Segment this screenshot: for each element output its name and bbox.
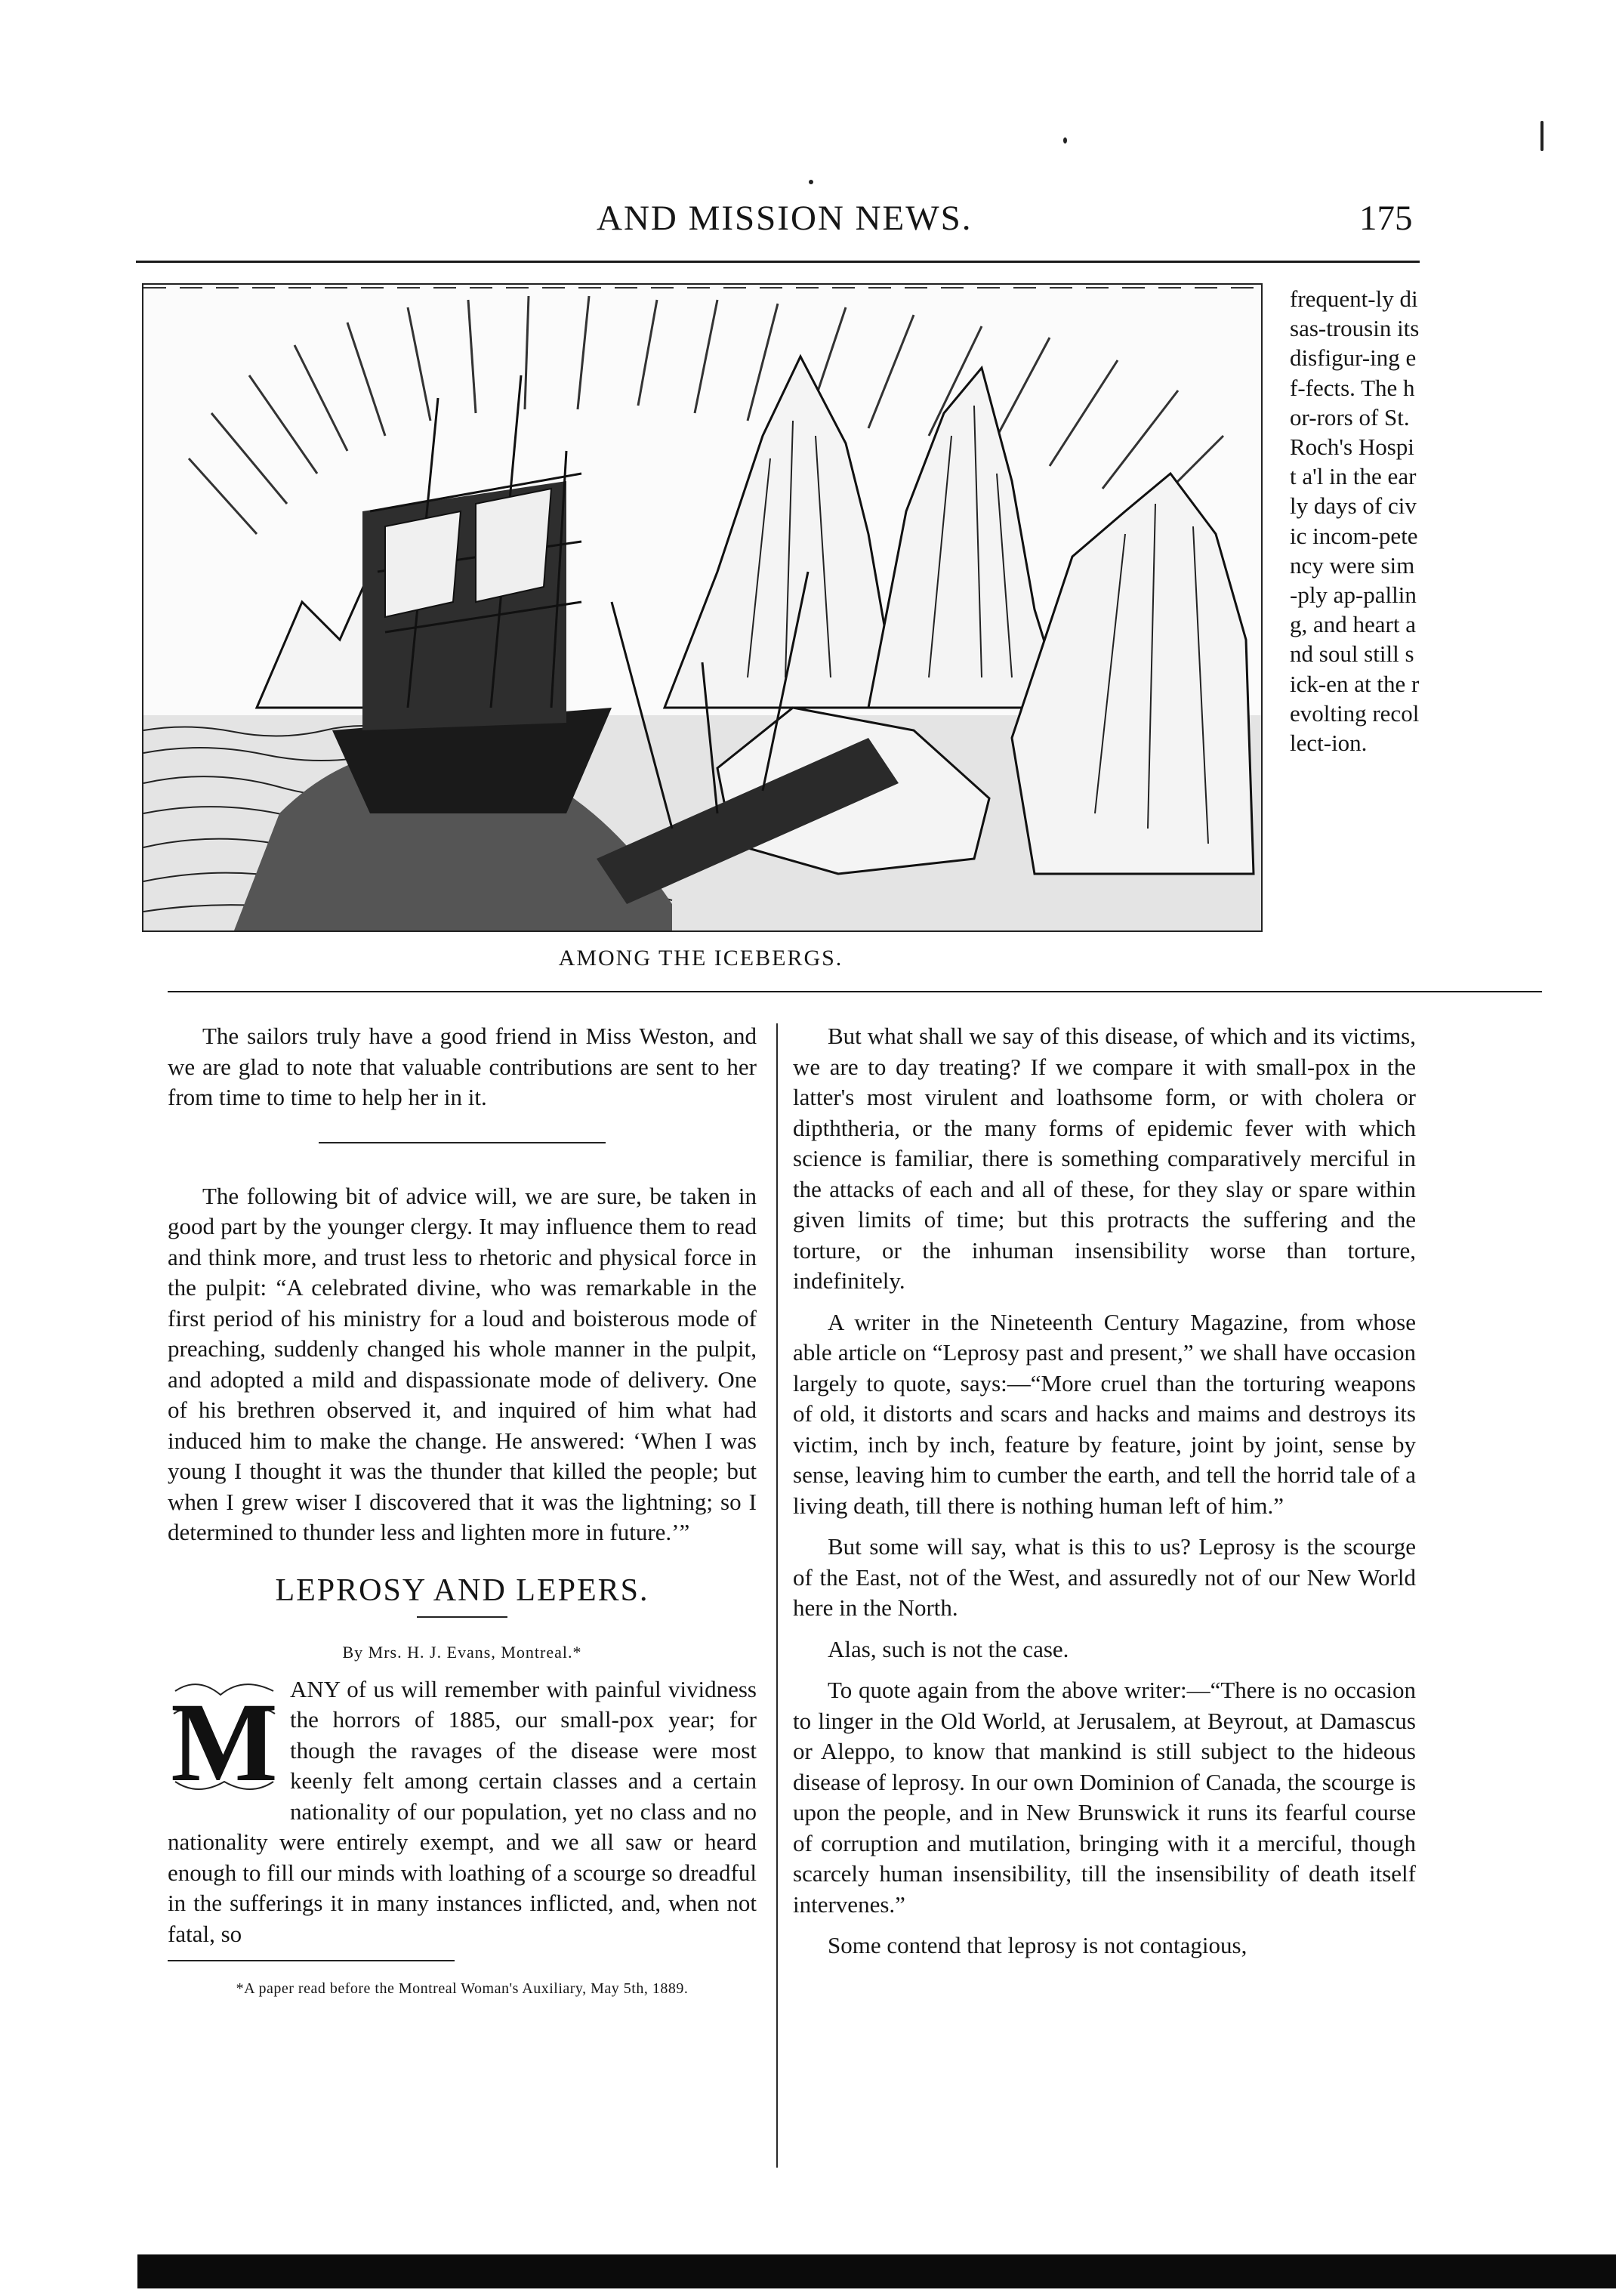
title-rule <box>417 1616 507 1618</box>
paragraph-alas: Alas, such is not the case. <box>828 1635 1069 1662</box>
paragraph-advice: The following bit of advice will, we are sure, be taken in good part by the younger clergy. It may influence them to read and think more, and trust less to rhetoric and physical force in the pulpit: “A celebrated divine, who was remarkable in the first period of his ministry for a loud and boisterous mode of preaching, suddenly changed his whole manner in the pulpit, and adopted a mild and dispassionate mode of delivery. One of his brethren observed it, and inquired of him what had induced him to make the change. He answered: ‘When I was young I thought it was the thunder that killed the people; but when I grew wiser I discovered that it was the lightning; so I determined to thunder less and lighten more in future.’” <box>168 1182 757 1545</box>
column-divider <box>776 1023 778 2168</box>
caption-rule <box>168 991 1542 992</box>
footnote: *A paper read before the Montreal Woman's Auxiliary, May 5th, 1889. <box>236 1980 689 1997</box>
separator-rule <box>319 1142 606 1143</box>
scan-edge-bar <box>137 2254 1616 2288</box>
ornamental-m-initial-image <box>168 1676 281 1798</box>
iceberg-engraving-image <box>143 285 1261 930</box>
sky-rays <box>189 296 1223 534</box>
paragraph-writer-quote: A writer in the Nineteenth Century Magazine, from whose able article on “Leprosy past and present,” we shall have occasion largely to quote, says:—“More cruel than the torturing weapons of old, it distorts and scars and hacks and maims and destroys its victim, inch by inch, feature by feature, joint by joint, sense by sense, leaving him to cumber the earth, and tell the horrid tale of a living death, till there is nothing human left of him.” <box>793 1308 1416 1519</box>
running-title: AND MISSION NEWS. <box>597 199 973 238</box>
right-column <box>793 1021 1416 1961</box>
paragraph-scourge-east: But some will say, what is this to us? Leprosy is the scourge of the East, not of the West, and assuredly not of our New World here in the North. <box>793 1533 1416 1621</box>
narrow-column-text: frequent-ly disas-trousin its disfigur-ing ef-fects. The hor-rors of St. Roch's Hospit a'l in the early days of civic incom-petency were sim-ply ap-palling, and heart and soul still sick-en at the revolting recollect-ion. <box>1290 285 1420 757</box>
paragraph-quote-again: To quote again from the above writer:—“There is no occasion to linger in the Old World, at Jerusalem, at Beyrout, at Damascus or Aleppo, to know that mankind is still subject to the hideous disease of leprosy. In our own Dominion of Canada, the scourge is upon the people, and in New Brunswick it runs its fearful course of corruption and mutilation, bringing with it a merciful, though scarcely human insensibility, till the insensibility of death itself intervenes.” <box>793 1677 1416 1918</box>
page-number: 175 <box>1359 199 1413 238</box>
paragraph-contagious: Some contend that leprosy is not contagious, <box>828 1932 1247 1958</box>
footnote-rule <box>168 1960 455 1961</box>
page-header <box>136 198 1420 251</box>
paragraph-leprosy-intro: ANY of us will remember with painful vividness the horrors of 1885, our small-pox year; for though the ravages of the disease were most keenly felt among certain classes and a certain nationality of our population, yet no class and no nationality were entirely exempt, and we all saw or heard enough to fill our minds with loathing of a scourge so dreadful in the sufferings it in many instances inflicted, and, when not fatal, so <box>168 1675 757 1947</box>
iceberg-illustration <box>142 283 1263 932</box>
illustration-caption: AMONG THE ICEBERGS. <box>558 946 843 971</box>
leprosy-intro <box>168 1674 757 1950</box>
left-column <box>168 1021 757 2004</box>
paragraph-disease: But what shall we say of this disease, of which and its victims, we are to day treating? If we compare it with small-pox in the latter's most virulent and loathsome form, or with cholera or dipththeria, or the many forms of epidemic fever with which science is familiar, there is something comparatively merciful in the attacks of each and all of these, for they slay or spare within given limits of time; but this protracts the suffering and the torture, or the inhuman insensibility worse than torture, indefinitely. <box>793 1023 1416 1294</box>
paragraph-miss-weston: The sailors truly have a good friend in Miss Weston, and we are glad to note that valuable contributions are sent to her from time to time to help her in it. <box>168 1023 757 1110</box>
decorative-dropcap <box>168 1676 281 1798</box>
scan-speck <box>1540 121 1544 151</box>
author-byline: By Mrs. H. J. Evans, Montreal.* <box>342 1643 582 1662</box>
scan-speck <box>809 180 813 184</box>
scan-speck <box>1063 137 1067 144</box>
dropcap-letter: M <box>171 1679 278 1798</box>
sailing-ship <box>332 375 612 813</box>
header-rule <box>136 261 1420 263</box>
section-title: LEPROSY AND LEPERS. <box>275 1572 649 1608</box>
